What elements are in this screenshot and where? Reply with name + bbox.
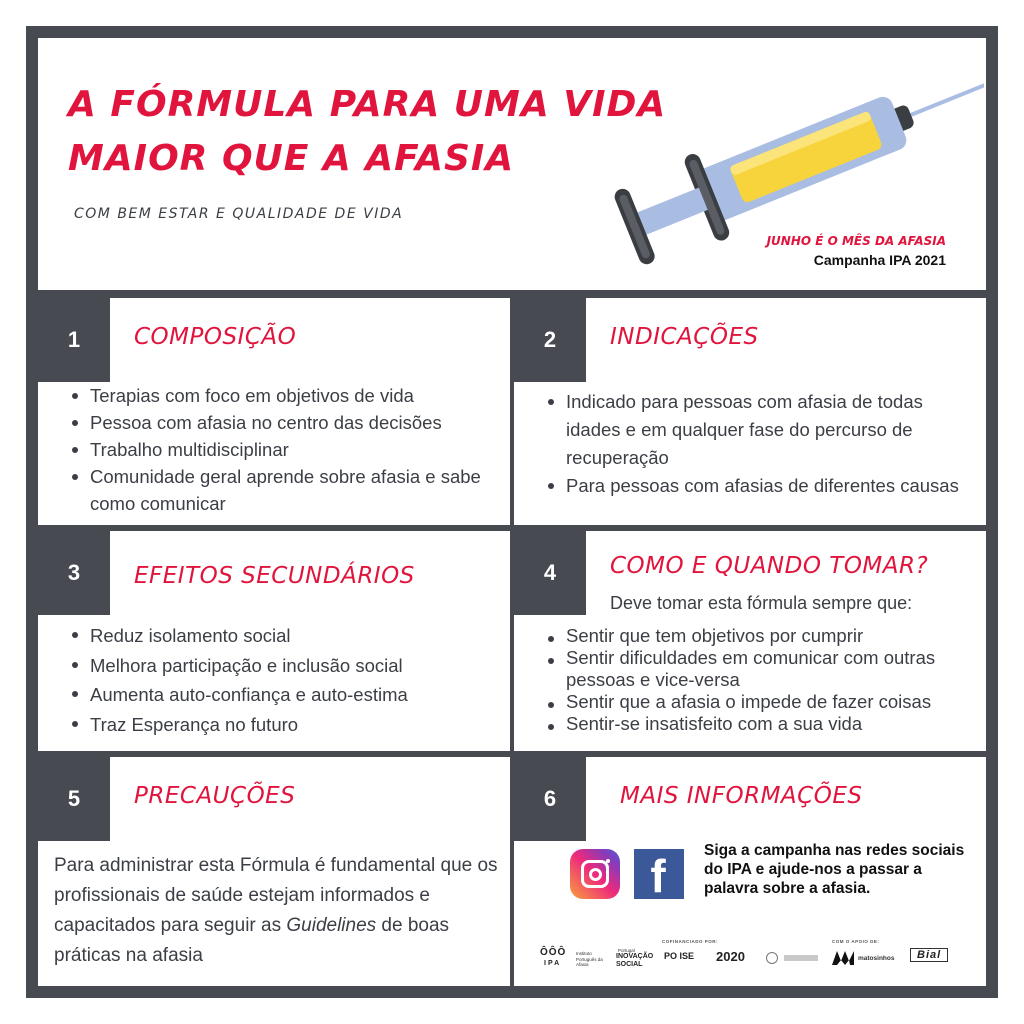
- list-item: Trabalho multidisciplinar: [66, 436, 506, 463]
- list-item: Aumenta auto-confiança e auto-estima: [66, 680, 506, 710]
- section-number: 4: [514, 531, 586, 615]
- bullet-list: [542, 388, 982, 500]
- section-composicao: [38, 298, 510, 525]
- list-item: Traz Esperança no futuro: [66, 710, 506, 740]
- section-number: 6: [514, 757, 586, 841]
- support-label: COM O APOIO DE:: [832, 939, 880, 944]
- cofinanced-label: COFINANCIADO POR:: [662, 939, 718, 944]
- bullet-list: [66, 382, 506, 517]
- instagram-icon[interactable]: [570, 849, 620, 899]
- list-item: Indicado para pessoas com afasia de todas idades e em qualquer fase do percurso de recuperação: [542, 388, 982, 472]
- bullet-list: [66, 621, 506, 739]
- list-item: Sentir que tem objetivos por cumprir: [542, 625, 986, 647]
- list-item: Reduz isolamento social: [66, 621, 506, 651]
- list-item: Pessoa com afasia no centro das decisões: [66, 409, 506, 436]
- ipa-logo-text: IPA: [544, 960, 562, 967]
- matosinhos-logo-icon: [832, 951, 854, 965]
- page-title: [68, 78, 668, 186]
- section-number: 2: [514, 298, 586, 382]
- list-item: Sentir que a afasia o impede de fazer coisas: [542, 691, 986, 713]
- section-title: MAIS INFORMAÇÕES: [620, 783, 863, 809]
- title-line-2: MAIOR QUE A AFASIA: [68, 138, 515, 179]
- precaution-text: [54, 851, 504, 971]
- precaution-text-end: de boas práticas na afasia: [54, 915, 450, 966]
- campaign-name: Campanha IPA 2021: [813, 252, 946, 268]
- inovacao-social-logo: INOVAÇÃO SOCIAL: [616, 953, 654, 968]
- matosinhos-logo: matosinhos: [858, 955, 895, 962]
- section-title: COMO E QUANDO TOMAR?: [610, 553, 929, 579]
- list-item: Sentir dificuldades em comunicar com outras pessoas e vice-versa: [542, 647, 986, 691]
- sponsor-logos: [538, 937, 968, 977]
- section-number: 3: [38, 531, 110, 615]
- list-item: Terapias com foco em objetivos de vida: [66, 382, 506, 409]
- precaution-text-emph: Guidelines: [286, 915, 377, 936]
- section-mais-informacoes: [514, 757, 986, 986]
- campaign-month: JUNHO É O MÊS DA AFASIA: [766, 234, 946, 248]
- poise-logo: PO ISE: [664, 951, 695, 961]
- social-text: Siga a campanha nas redes sociais do IPA e ajude-nos a passar a palavra sobre a afasia.: [704, 842, 965, 897]
- precaution-text-start: Para administrar esta Fórmula é fundamental que os profissionais de saúde estejam informados e capacitados para seguir as: [54, 855, 498, 936]
- page-subtitle: COM BEM ESTAR E QUALIDADE DE VIDA: [74, 206, 404, 222]
- bial-logo: Bial: [910, 948, 948, 962]
- bullet-list: [542, 625, 986, 735]
- section-indicacoes: [514, 298, 986, 525]
- portugal2020-logo: 2020: [716, 949, 745, 964]
- facebook-icon[interactable]: f: [634, 849, 684, 899]
- section-number: 1: [38, 298, 110, 382]
- header-panel: [38, 38, 986, 290]
- section-title: INDICAÇÕES: [610, 324, 759, 350]
- portugal-label: Portugal: [618, 948, 635, 953]
- social-icons: [570, 849, 684, 902]
- section-como-e-quando-tomar: [514, 531, 986, 751]
- ipa-logo-full: Instituto Português da Afasia: [576, 951, 603, 967]
- eu-flag-icon: [766, 952, 778, 964]
- title-line-1: A FÓRMULA PARA UMA VIDA: [68, 84, 667, 125]
- list-item: Sentir-se insatisfeito com a sua vida: [542, 713, 986, 735]
- eu-logo-text: [784, 955, 818, 961]
- section-title: PRECAUÇÕES: [134, 783, 296, 809]
- list-item: Melhora participação e inclusão social: [66, 651, 506, 681]
- section-precaucoes: [38, 757, 510, 986]
- list-item: Para pessoas com afasias de diferentes causas: [542, 472, 982, 500]
- section-lead: Deve tomar esta fórmula sempre que:: [610, 593, 913, 613]
- section-title: EFEITOS SECUNDÁRIOS: [134, 563, 415, 589]
- ipa-logo-mark: ÔÔÔ: [540, 947, 567, 958]
- section-title: COMPOSIÇÃO: [134, 324, 297, 350]
- list-item: Comunidade geral aprende sobre afasia e sabe como comunicar: [66, 463, 506, 517]
- section-efeitos-secundarios: [38, 531, 510, 751]
- section-number: 5: [38, 757, 110, 841]
